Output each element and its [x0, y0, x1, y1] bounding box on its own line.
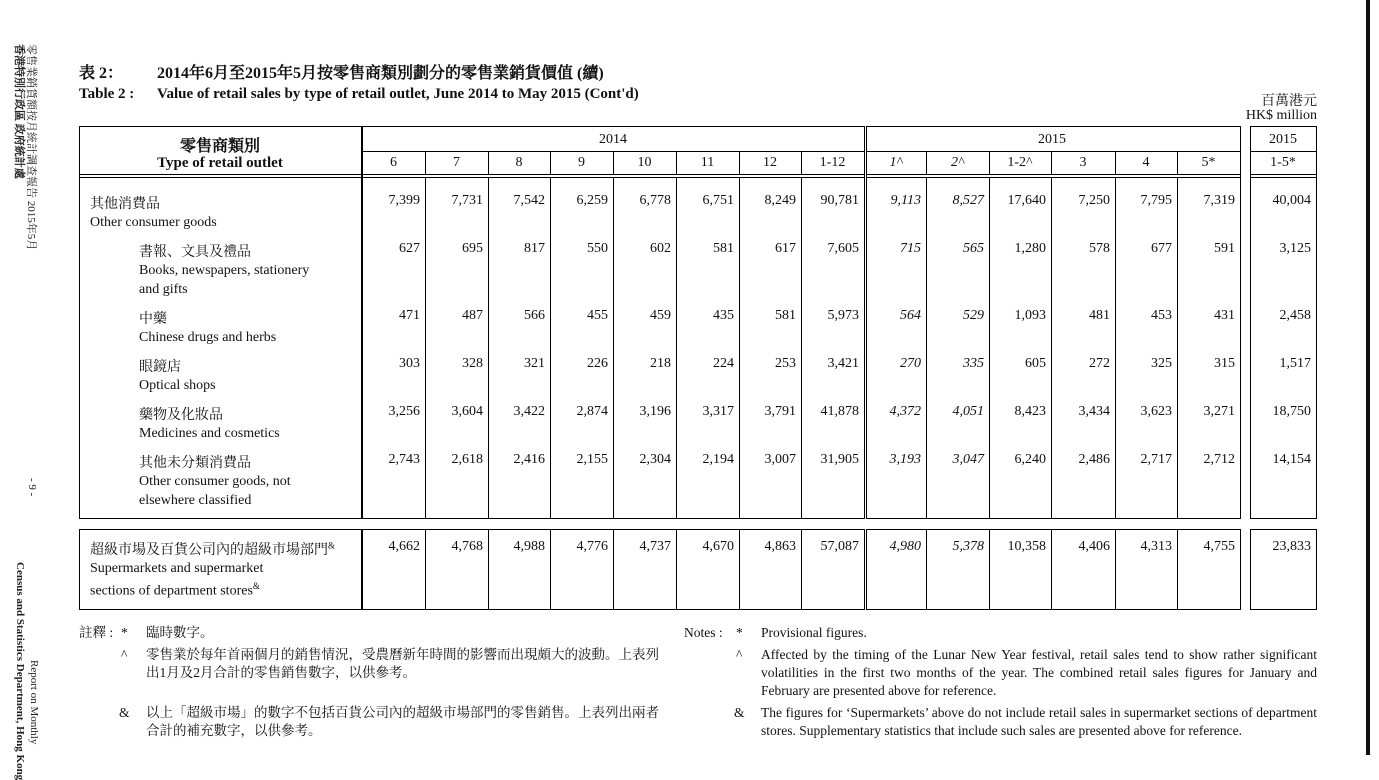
table-cell: 328 [462, 356, 483, 371]
table-cell: 18,750 [1272, 404, 1311, 419]
table-cell: 8,249 [764, 193, 796, 208]
table-cell: 3,791 [764, 404, 796, 419]
table-cell: 566 [524, 308, 545, 323]
row-label-zh: 書報、文具及禮品 [139, 245, 251, 260]
table-cell: 565 [963, 241, 984, 256]
month-header: 1^ [889, 155, 903, 170]
table-top-rule [866, 126, 1241, 127]
table-cell: 550 [587, 241, 608, 256]
table-cell: 4,863 [764, 539, 796, 554]
table-cell: 4,755 [1203, 539, 1235, 554]
header-bottom-rule [866, 174, 1241, 175]
note-zh-1: 臨時數字。 [146, 625, 214, 640]
month-header: 8 [515, 155, 523, 170]
section2-bottom-rule [79, 609, 362, 610]
table-cell: 487 [462, 308, 483, 323]
table-cell: 3,623 [1140, 404, 1172, 419]
table-cell: 3,317 [702, 404, 734, 419]
table-cell: 481 [1089, 308, 1110, 323]
table-vertical-rule [864, 529, 865, 610]
supermarket-label-zh: 超級市場及百貨公司內的超級市場部門& [90, 540, 336, 558]
table-cell: 455 [587, 308, 608, 323]
month-header: 6 [390, 155, 397, 170]
table-cell: 272 [1089, 356, 1110, 371]
notes-zh-label: 註釋 : [79, 625, 114, 640]
month-header: 4 [1142, 155, 1150, 170]
sidebar-report-title-zh: 零售業銷貨額按月統計調查報告 2015年5月 [25, 44, 37, 251]
note-zh-3-symbol: & [119, 705, 130, 720]
table-cell: 90,781 [820, 193, 859, 208]
table-cell: 321 [524, 356, 545, 371]
table-top-rule [1250, 126, 1317, 127]
row-label-zh: 其他消費品 [90, 197, 160, 212]
supermarket-label-en-line2: sections of department stores& [90, 581, 260, 599]
table-cell: 224 [713, 356, 734, 371]
table-cell: 2,155 [576, 452, 608, 467]
note-en-2: Affected by the timing of the Lunar New Year festival, retail sales tend to show rather significant volatilities in the first two months of the year. The combined retail sales figures for January and February are presented above for reference. [761, 647, 1317, 698]
month-header: 1-12 [819, 155, 846, 170]
row-label-zh: 眼鏡店 [139, 360, 181, 375]
table-cell: 31,905 [820, 452, 859, 467]
table-cell: 435 [713, 308, 734, 323]
note-zh-2-symbol: ^ [121, 647, 128, 662]
table-cell: 23,833 [1272, 539, 1311, 554]
table-cell: 2,416 [513, 452, 545, 467]
month-header: 12 [763, 155, 777, 170]
table-cell: 8,527 [952, 193, 984, 208]
table-vertical-rule [79, 529, 80, 610]
table-cell: 1,093 [1014, 308, 1046, 323]
row-label-zh: 中藥 [139, 312, 167, 327]
month-header: 5* [1201, 155, 1216, 170]
table-cell: 1,280 [1014, 241, 1046, 256]
row-label-zh: 藥物及化妝品 [139, 408, 223, 423]
row-label-en: Other consumer goods [90, 215, 217, 230]
table-cell: 325 [1151, 356, 1172, 371]
table-cell: 3,271 [1203, 404, 1235, 419]
note-en-2-symbol: ^ [736, 647, 743, 662]
note-zh-2: 零售業於每年首兩個月的銷售情況，受農曆新年時間的影響而出現頗大的波動。上表列出1月及2月合計的零售銷售數字，以供參考。 [146, 647, 659, 680]
table-vertical-rule [864, 126, 865, 179]
table-label-en: Table 2 : [79, 86, 135, 102]
table-cell: 3,047 [952, 452, 984, 467]
table-vertical-rule [1240, 177, 1241, 519]
section1-bottom-rule [79, 518, 362, 519]
table-cell: 581 [713, 241, 734, 256]
table-cell: 4,662 [388, 539, 420, 554]
table-cell: 3,256 [388, 404, 420, 419]
table-cell: 715 [900, 241, 921, 256]
table-cell: 627 [399, 241, 420, 256]
table-cell: 6,751 [702, 193, 734, 208]
table-cell: 315 [1214, 356, 1235, 371]
note-zh-1-symbol: * [121, 625, 128, 640]
table-top-rule [362, 126, 865, 127]
table-cell: 3,193 [889, 452, 921, 467]
table-cell: 40,004 [1272, 193, 1311, 208]
table-cell: 9,113 [890, 193, 921, 208]
table-cell: 453 [1151, 308, 1172, 323]
header-year-2015-cumulative: 2015 [1269, 132, 1297, 147]
row-label-en-line2: elsewhere classified [139, 493, 252, 508]
header-outlet-zh: 零售商類別 [179, 138, 260, 155]
table-vertical-rule [1240, 529, 1241, 610]
table-cell: 8,423 [1014, 404, 1046, 419]
header-bottom-rule [1250, 174, 1317, 175]
month-header: 1-5* [1270, 155, 1296, 170]
table-cell: 10,358 [1007, 539, 1046, 554]
table-cell: 3,434 [1078, 404, 1110, 419]
table-cell: 218 [650, 356, 671, 371]
table-cell: 2,717 [1140, 452, 1172, 467]
table-cell: 7,250 [1078, 193, 1110, 208]
table-label-zh: 表 2： [79, 65, 124, 82]
table-cell: 4,980 [889, 539, 921, 554]
table-cell: 2,486 [1078, 452, 1110, 467]
table-cell: 1,517 [1279, 356, 1311, 371]
table-cell: 2,194 [702, 452, 734, 467]
table-cell: 817 [524, 241, 545, 256]
year-underline-2015 [866, 151, 1240, 152]
table-cell: 7,319 [1203, 193, 1235, 208]
table-cell: 459 [650, 308, 671, 323]
table-cell: 602 [650, 241, 671, 256]
month-header: 9 [578, 155, 585, 170]
table-cell: 4,768 [451, 539, 483, 554]
table-cell: 3,422 [513, 404, 545, 419]
table-cell: 564 [900, 308, 921, 323]
table-cell: 3,604 [451, 404, 483, 419]
header-bottom-rule [79, 174, 362, 175]
table-cell: 57,087 [820, 539, 859, 554]
sidebar-department-zh: 香港特別行政區 政府統計處 [13, 44, 25, 179]
year-underline-2015-cum [1250, 151, 1316, 152]
table-cell: 4,051 [952, 404, 984, 419]
table-cell: 7,399 [388, 193, 420, 208]
section2-top-rule [1250, 529, 1317, 530]
right-edge-bar [1366, 0, 1370, 755]
table-cell: 617 [775, 241, 796, 256]
table-title-en [79, 86, 639, 103]
month-header: 3 [1079, 155, 1087, 170]
table-cell: 270 [900, 356, 921, 371]
table-cell: 3,007 [764, 452, 796, 467]
table-vertical-rule [1240, 126, 1241, 179]
row-label-zh: 其他未分類消費品 [139, 456, 251, 471]
row-label-en: Other consumer goods, not [139, 474, 291, 489]
row-label-en-line2: and gifts [139, 282, 188, 297]
table-cell: 2,874 [576, 404, 608, 419]
footnote-mark: & [328, 540, 336, 551]
table-cell: 7,605 [827, 241, 859, 256]
table-cell: 2,304 [639, 452, 671, 467]
table-cell: 2,743 [388, 452, 420, 467]
table-cell: 605 [1025, 356, 1046, 371]
table-cell: 4,737 [639, 539, 671, 554]
table-cell: 471 [399, 308, 420, 323]
sidebar-report-title-en: Report on Monthly [28, 660, 40, 745]
table-title-en-text: Value of retail sales by type of retail outlet, June 2014 to May 2015 (Cont'd) [157, 86, 639, 102]
table-cell: 2,712 [1203, 452, 1235, 467]
table-cell: 6,240 [1014, 452, 1046, 467]
table-cell: 431 [1214, 308, 1235, 323]
table-vertical-rule [1316, 177, 1317, 519]
table-cell: 5,973 [827, 308, 859, 323]
table-title-zh-text: 2014年6月至2015年5月按零售商類別劃分的零售業銷貨價值 (續) [157, 65, 604, 82]
table-cell: 3,196 [639, 404, 671, 419]
sidebar-department-en: Census and Statistics Department, Hong Kong [14, 562, 26, 780]
section2-bottom-rule [1250, 609, 1317, 610]
table-cell: 4,776 [576, 539, 608, 554]
row-label-en: Books, newspapers, stationery [139, 263, 310, 278]
month-header: 11 [700, 155, 715, 170]
table-cell: 7,795 [1140, 193, 1172, 208]
table-cell: 677 [1151, 241, 1172, 256]
note-en-3-symbol: & [734, 705, 745, 720]
section2-top-rule [79, 529, 362, 530]
row-label-en: Optical shops [139, 378, 216, 393]
month-header: 10 [637, 155, 652, 170]
table-cell: 6,778 [639, 193, 671, 208]
unit-en: HK$ million [1245, 108, 1317, 123]
table-top-rule [79, 126, 362, 127]
table-cell: 2,618 [451, 452, 483, 467]
table-cell: 4,670 [702, 539, 734, 554]
table-cell: 17,640 [1007, 193, 1046, 208]
table-cell: 4,988 [513, 539, 545, 554]
row-label-en: Medicines and cosmetics [139, 426, 280, 441]
notes-en-label: Notes : [684, 625, 723, 640]
row-label-en: Chinese drugs and herbs [139, 330, 277, 345]
section2-bottom-rule [866, 609, 1241, 610]
table-cell: 578 [1089, 241, 1110, 256]
section1-bottom-rule [1250, 518, 1317, 519]
table-cell: 6,259 [576, 193, 608, 208]
table-vertical-rule [1316, 529, 1317, 610]
table-cell: 303 [399, 356, 420, 371]
table-cell: 7,542 [513, 193, 545, 208]
section1-bottom-rule [866, 518, 1241, 519]
unit-zh: 百萬港元 [1261, 94, 1317, 109]
table-cell: 3,421 [827, 356, 859, 371]
table-cell: 335 [963, 356, 984, 371]
table-cell: 14,154 [1272, 452, 1311, 467]
table-cell: 226 [587, 356, 608, 371]
header-bottom-rule-2 [1250, 177, 1317, 178]
table-cell: 591 [1214, 241, 1235, 256]
header-year-2014: 2014 [599, 132, 627, 147]
supermarket-label-en: Supermarkets and supermarket [90, 561, 264, 576]
month-header: 1-2^ [1007, 155, 1033, 170]
note-en-1: Provisional figures. [761, 625, 867, 640]
footnote-mark: & [252, 581, 260, 591]
note-en-1-symbol: * [736, 625, 743, 640]
table-cell: 529 [963, 308, 984, 323]
month-header: 7 [453, 155, 460, 170]
table-cell: 4,406 [1078, 539, 1110, 554]
table-title-zh [79, 60, 604, 83]
table-cell: 41,878 [820, 404, 859, 419]
table-vertical-rule [79, 177, 80, 519]
table-cell: 7,731 [451, 193, 483, 208]
sidebar-page-number: - 9 - [26, 478, 38, 497]
table-vertical-rule [1316, 126, 1317, 179]
note-en-3: The figures for ‘Supermarkets’ above do not include retail sales in supermarket sections of department stores. Supplementary statistics that include such sales are presented above for reference. [761, 705, 1317, 738]
header-bottom-rule-2 [866, 177, 1241, 178]
note-zh-3: 以上「超級市場」的數字不包括百貨公司內的超級市場部門的零售銷售。上表列出兩者合計的補充數字，以供參考。 [146, 705, 659, 738]
header-year-2015: 2015 [1038, 132, 1066, 147]
table-cell: 2,458 [1279, 308, 1311, 323]
table-cell: 253 [775, 356, 796, 371]
table-vertical-rule [864, 177, 865, 519]
header-outlet-en: Type of retail outlet [157, 155, 283, 171]
table-cell: 581 [775, 308, 796, 323]
table-cell: 3,125 [1279, 241, 1311, 256]
table-cell: 4,372 [889, 404, 921, 419]
month-header: 2^ [951, 155, 964, 170]
table-cell: 5,378 [952, 539, 984, 554]
table-cell: 4,313 [1140, 539, 1172, 554]
header-bottom-rule-2 [79, 177, 362, 178]
table-cell: 695 [462, 241, 483, 256]
section2-top-rule [866, 529, 1241, 530]
